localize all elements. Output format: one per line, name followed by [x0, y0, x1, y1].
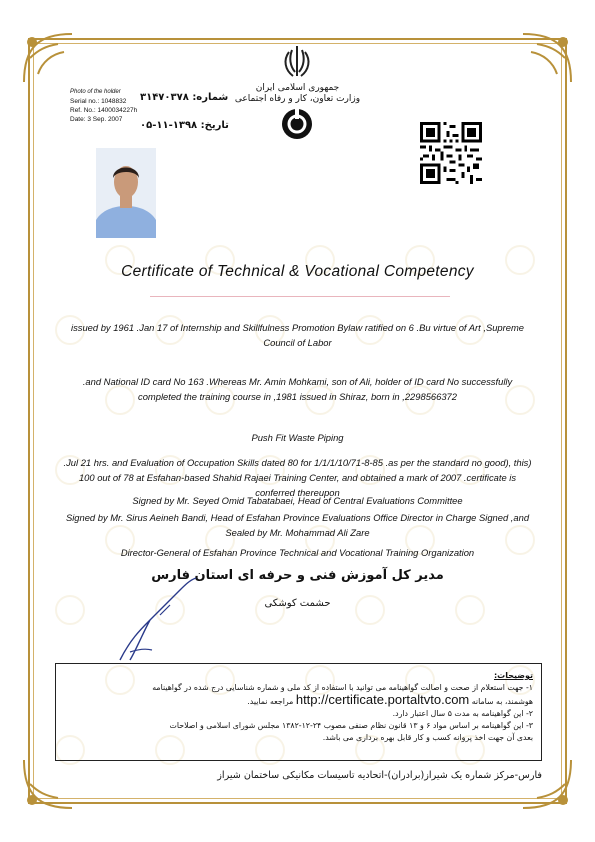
notes-box: [55, 663, 542, 761]
paragraph-2: .and National ID card No 163 .Whereas Mr. Amin Mohkami, son of Ali, holder of ID card No successfully completed the training course in ,1981 issued in Shiraz, born in ,2298566372: [82, 376, 513, 402]
serial-number: Serial no.: 1048832: [70, 98, 127, 105]
number-label: شماره:: [192, 92, 229, 103]
title-divider: [150, 296, 450, 297]
issue-date: Date: 3 Sep. 2007: [70, 116, 123, 123]
note-line-2: [64, 694, 533, 708]
signature-icon: [100, 560, 240, 670]
note-line-5: بعدی آن جهت اخذ پروانه کسب و کار قابل بهره برداری می باشد.: [322, 733, 533, 742]
ornament-top-left: [18, 28, 78, 88]
note-line-2b: مراجعه نمایید.: [247, 697, 294, 706]
gov-line-2: وزارت تعاون، کار و رفاه اجتماعی: [234, 94, 361, 104]
gov-line-1: جمهوری اسلامی ایران: [255, 83, 340, 93]
reference-info: [70, 88, 270, 124]
paragraph-1: issued by 1961 .Jan 17 of Internship and Skillfulness Promotion Bylaw ratified on 6 .Bu virtue of Art ,Supreme Council of Labor: [70, 322, 525, 348]
note-line-2a: هوشمند، به سامانه: [471, 697, 533, 706]
note-line-3: ۲- این گواهینامه به مدت ۵ سال اعتبار دارد.: [392, 709, 533, 718]
holder-photo: [96, 148, 156, 238]
ornament-bottom-right: [517, 754, 577, 814]
photo-note: Photo of the holder: [70, 89, 121, 95]
date-value: ۱۳۹۸-۱۱-۰۵: [140, 120, 198, 131]
qr-code-icon: [420, 122, 482, 184]
notes-heading: توضیحات:: [493, 671, 533, 680]
paragraph-3: .Jul 21 hrs. and Evaluation of Occupation Skills dated 80 for 1/1/1/10/71-8-85 .as per the standard no good), this) 100 out of 78 at Esfahan-based Shahid Rajaei Training Center, and obtained a mark of 2007 .certificate is conferred thereupon: [63, 457, 532, 498]
ornament-bottom-left: [18, 754, 78, 814]
note-line-1: ۱- جهت استعلام از صحت و اصالت گواهینامه می توانید با استفاده از کد ملی و شماره شناسایی درج شده در گواهینامه: [152, 683, 533, 692]
ref-number: Ref. No.: 1400034227h: [70, 107, 138, 114]
certificate-title: Certificate of Technical & Vocational Competency: [121, 263, 474, 280]
signatory-title: مدیر کل آموزش فنی و حرفه ای استان فارس: [151, 568, 444, 583]
footer-text: فارس-مرکز شماره یک شیراز(برادران)-اتحادیه تاسیسات مکانیکی ساختمان شیراز: [217, 770, 542, 781]
ornament-top-right: [517, 28, 577, 88]
signed-line-1: Signed by Mr. Seyed Omid Tabatabaei, Head of Central Evaluations Committee: [132, 495, 463, 506]
number-value: ۳۱۴۷۰۳۷۸: [140, 92, 189, 103]
signed-line-2: Signed by Mr. Sirus Aeineh Bandi, Head of Esfahan Province Evaluations Office Director in Charge Signed ,and Sealed by Mr. Mohammad Ali Zare: [65, 512, 530, 538]
director-line: Director-General of Esfahan Province Technical and Vocational Training Organization: [120, 547, 475, 558]
date-label: تاریخ:: [200, 120, 229, 131]
note-line-4: ۳- این گواهینامه بر اساس مواد ۶ و ۱۳ قانون نظام صنفی مصوب ۲۴-۱۲-۱۳۸۲ مجلس شورای اسلامی و اصلاحات: [169, 721, 533, 730]
signatory-name: حشمت کوشکی: [264, 598, 331, 609]
tvto-logo-icon: [272, 107, 322, 141]
iran-emblem-icon: [277, 42, 317, 82]
verification-link[interactable]: http://certificate.portaltvto.com: [295, 692, 470, 707]
course-name: Push Fit Waste Piping: [251, 432, 344, 443]
